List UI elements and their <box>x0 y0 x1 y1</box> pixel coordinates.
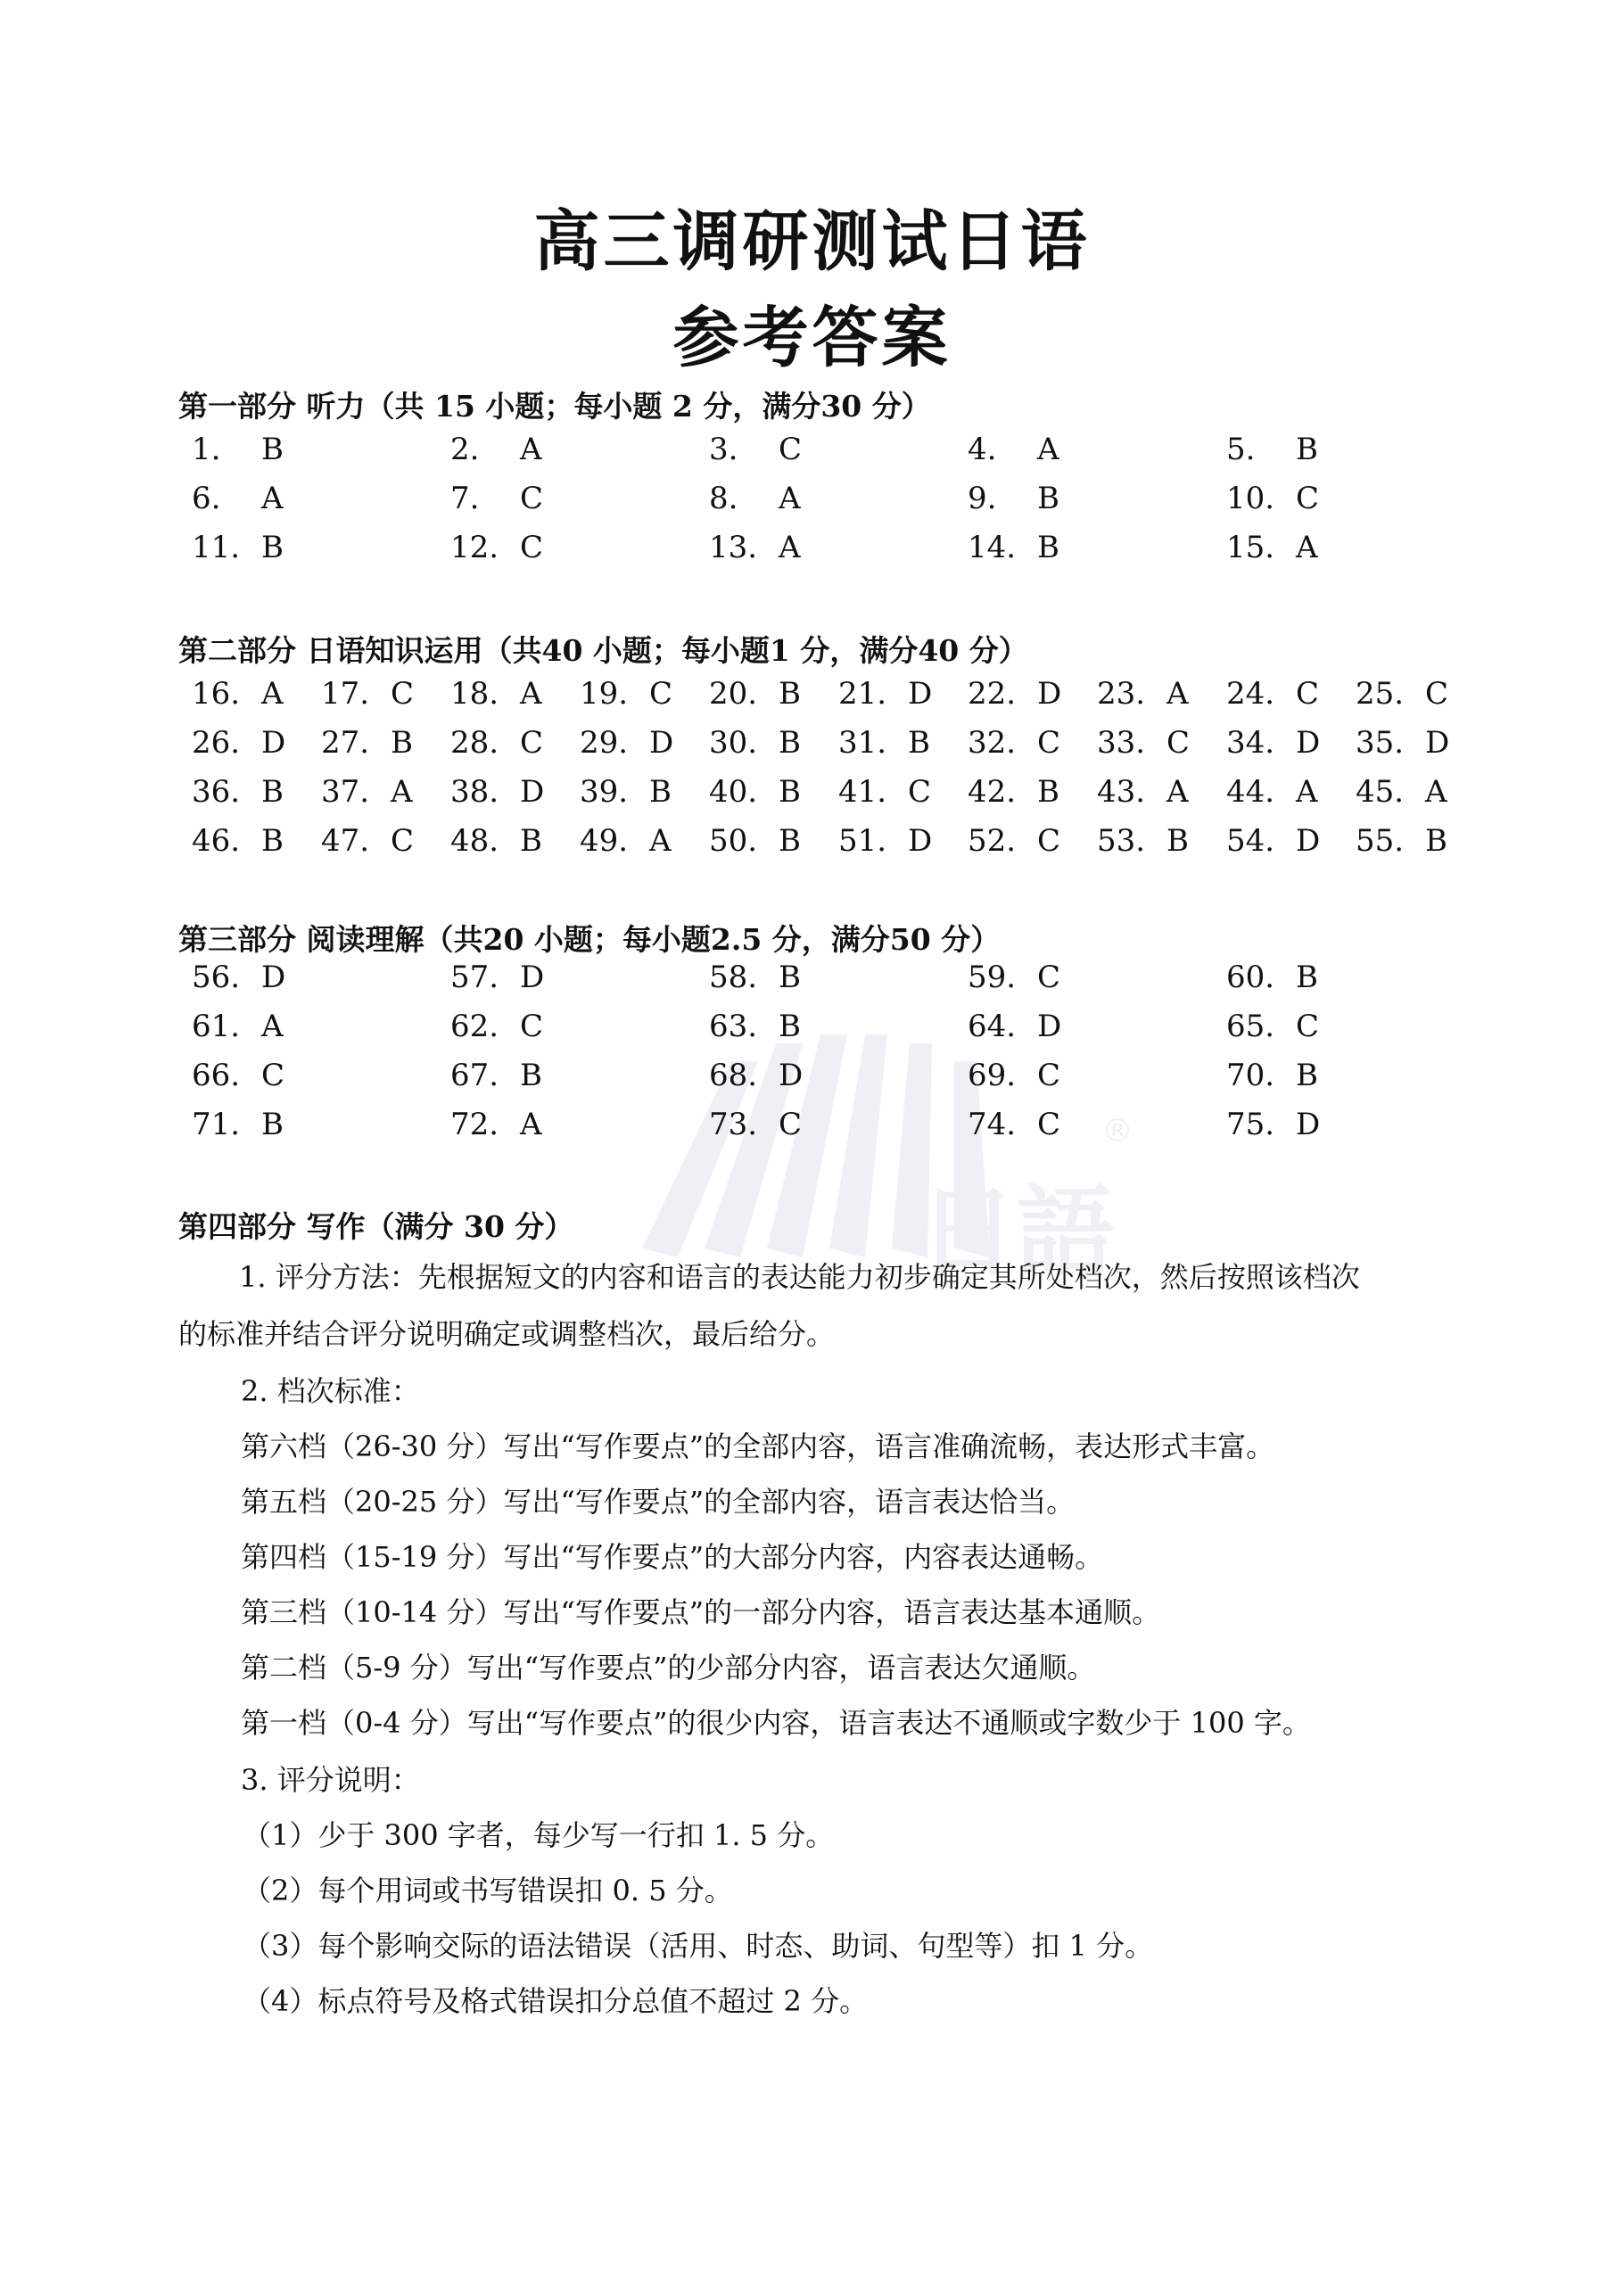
question-number: 36. <box>192 774 241 810</box>
answer-letter: D <box>908 676 933 712</box>
answer-item <box>450 774 544 810</box>
answer-item <box>709 676 801 712</box>
answer-item <box>450 432 542 467</box>
answer-item <box>968 1009 1061 1044</box>
answer-item <box>192 676 284 712</box>
scoring-method-line1: 1. 评分方法：先根据短文的内容和语言的表达能力初步确定其所处档次，然后按照该档次 <box>239 1260 1360 1294</box>
question-number: 7. <box>450 481 480 516</box>
question-number: 11. <box>192 530 241 565</box>
level-4: 第四档（15-19 分）写出“写作要点”的大部分内容，内容表达通畅。 <box>241 1540 1104 1574</box>
answer-letter: B <box>261 1107 284 1142</box>
answer-letter: B <box>1166 823 1189 859</box>
answer-letter: C <box>520 530 544 565</box>
answer-item <box>709 774 801 810</box>
question-number: 71. <box>192 1107 241 1142</box>
question-number: 14. <box>968 530 1017 565</box>
answer-letter: C <box>391 823 415 859</box>
answer-letter: D <box>779 1058 804 1093</box>
answer-letter: D <box>261 960 286 995</box>
answer-item <box>1356 725 1449 761</box>
answer-item <box>580 823 672 859</box>
answer-item <box>968 774 1059 810</box>
answer-letter: B <box>908 725 930 761</box>
answer-letter: A <box>779 530 801 565</box>
question-number: 51. <box>838 823 887 859</box>
answer-item <box>1226 1009 1319 1044</box>
question-number: 22. <box>968 676 1017 712</box>
question-number: 46. <box>192 823 241 859</box>
answer-letter: C <box>908 774 932 810</box>
question-number: 37. <box>321 774 370 810</box>
answer-letter: B <box>779 725 801 761</box>
answer-letter: D <box>1037 1009 1062 1044</box>
answer-letter: B <box>649 774 672 810</box>
answer-item <box>1226 481 1319 516</box>
answer-letter: B <box>1037 481 1059 516</box>
question-number: 33. <box>1097 725 1146 761</box>
answer-item <box>1226 725 1320 761</box>
question-number: 39. <box>580 774 629 810</box>
question-number: 6. <box>192 481 221 516</box>
level-1: 第一档（0-4 分）写出“写作要点”的很少内容，语言表达不通顺或字数少于 100 字。 <box>241 1706 1311 1740</box>
level-2: 第二档（5-9 分）写出“写作要点”的少部分内容，语言表达欠通顺。 <box>241 1651 1096 1685</box>
answer-item <box>1097 774 1189 810</box>
answer-letter: A <box>261 676 284 712</box>
question-number: 41. <box>838 774 887 810</box>
scoring-note-1: （1）少于 300 字者，每少写一行扣 1. 5 分。 <box>243 1818 835 1852</box>
answer-item <box>450 481 543 516</box>
answer-item <box>321 725 413 761</box>
answer-item <box>1226 774 1318 810</box>
answer-letter: A <box>1037 432 1059 467</box>
answer-letter: C <box>1296 676 1320 712</box>
part4-heading: 第四部分 写作（满分 30 分） <box>178 1209 574 1244</box>
answer-letter: C <box>520 481 544 516</box>
answer-item <box>580 774 672 810</box>
answer-letter: A <box>520 1107 542 1142</box>
answer-letter: B <box>779 676 801 712</box>
question-number: 58. <box>709 960 758 995</box>
answer-item <box>968 432 1059 467</box>
question-number: 48. <box>450 823 499 859</box>
scoring-note-2: （2）每个用词或书写错误扣 0. 5 分。 <box>243 1874 733 1907</box>
scoring-note-3: （3）每个影响交际的语法错误（活用、时态、助词、句型等）扣 1 分。 <box>243 1929 1154 1963</box>
question-number: 4. <box>968 432 997 467</box>
question-number: 40. <box>709 774 758 810</box>
scoring-notes-heading: 3. 评分说明： <box>241 1763 420 1797</box>
answer-item <box>450 1058 542 1093</box>
answer-item <box>192 530 284 565</box>
answer-item <box>450 530 543 565</box>
answer-letter: D <box>261 725 286 761</box>
answer-letter: B <box>779 774 801 810</box>
answer-letter: C <box>1037 960 1061 995</box>
question-number: 9. <box>968 481 997 516</box>
question-number: 34. <box>1226 725 1275 761</box>
question-number: 53. <box>1097 823 1146 859</box>
answer-letter: B <box>261 774 284 810</box>
answer-letter: D <box>1037 676 1062 712</box>
document-title: 高三调研测试日语 <box>533 203 1091 280</box>
answer-item <box>1097 823 1189 859</box>
part2-heading: 第二部分 日语知识运用（共40 小题；每小题1 分，满分40 分） <box>178 633 1028 668</box>
answer-item <box>968 1058 1060 1093</box>
answer-item <box>321 774 413 810</box>
answer-letter: A <box>1166 774 1189 810</box>
answer-item <box>709 1009 801 1044</box>
answer-letter: B <box>391 725 413 761</box>
answer-item <box>1226 676 1319 712</box>
answer-letter: C <box>1037 1058 1061 1093</box>
question-number: 30. <box>709 725 758 761</box>
answer-item <box>709 481 801 516</box>
question-number: 23. <box>1097 676 1146 712</box>
question-number: 67. <box>450 1058 499 1093</box>
answer-item <box>709 725 801 761</box>
answer-letter: B <box>1296 1058 1318 1093</box>
answer-item <box>838 725 930 761</box>
question-number: 3. <box>709 432 738 467</box>
answer-item <box>450 1107 542 1142</box>
answer-letter: C <box>1037 823 1061 859</box>
answer-item <box>192 1107 284 1142</box>
question-number: 43. <box>1097 774 1146 810</box>
part3-heading: 第三部分 阅读理解（共20 小题；每小题2.5 分，满分50 分） <box>178 922 1001 957</box>
answer-item <box>1226 1058 1318 1093</box>
scoring-note-4: （4）标点符号及格式错误扣分总值不超过 2 分。 <box>243 1984 869 2018</box>
answer-letter: A <box>1166 676 1189 712</box>
answer-item <box>192 960 285 995</box>
answer-item <box>709 1058 803 1093</box>
question-number: 57. <box>450 960 499 995</box>
question-number: 61. <box>192 1009 241 1044</box>
question-number: 32. <box>968 725 1017 761</box>
answer-item <box>709 823 801 859</box>
answer-letter: C <box>1425 676 1449 712</box>
question-number: 75. <box>1226 1107 1275 1142</box>
answer-item <box>1356 676 1448 712</box>
answer-letter: B <box>261 823 284 859</box>
answer-letter: C <box>1037 1107 1061 1142</box>
answer-letter: D <box>908 823 933 859</box>
question-number: 31. <box>838 725 887 761</box>
question-number: 20. <box>709 676 758 712</box>
answer-letter: C <box>1296 1009 1320 1044</box>
answer-item <box>192 725 285 761</box>
question-number: 25. <box>1356 676 1405 712</box>
answer-letter: A <box>261 1009 284 1044</box>
answer-letter: B <box>1037 774 1059 810</box>
answer-letter: B <box>779 823 801 859</box>
question-number: 10. <box>1226 481 1275 516</box>
answer-item <box>968 823 1060 859</box>
question-number: 54. <box>1226 823 1275 859</box>
answer-letter: B <box>261 432 284 467</box>
answer-letter: D <box>520 774 545 810</box>
answer-item <box>1356 823 1447 859</box>
answer-item <box>450 960 544 995</box>
question-number: 74. <box>968 1107 1017 1142</box>
answer-letter: A <box>520 432 542 467</box>
answer-letter: C <box>779 432 803 467</box>
answer-letter: C <box>1166 725 1191 761</box>
question-number: 44. <box>1226 774 1275 810</box>
question-number: 27. <box>321 725 370 761</box>
question-number: 15. <box>1226 530 1275 565</box>
question-number: 35. <box>1356 725 1405 761</box>
answer-item <box>580 676 672 712</box>
question-number: 62. <box>450 1009 499 1044</box>
question-number: 73. <box>709 1107 758 1142</box>
answer-item <box>192 481 284 516</box>
scoring-method-line2: 的标准并结合评分说明确定或调整档次，最后给分。 <box>178 1317 836 1351</box>
level-standard-heading: 2. 档次标准： <box>241 1374 420 1408</box>
answer-letter: C <box>1296 481 1320 516</box>
question-number: 5. <box>1226 432 1256 467</box>
registered-mark: ® <box>1101 1113 1134 1149</box>
level-5: 第五档（20-25 分）写出“写作要点”的全部内容，语言表达恰当。 <box>241 1485 1076 1519</box>
question-number: 47. <box>321 823 370 859</box>
level-6: 第六档（26-30 分）写出“写作要点”的全部内容，语言准确流畅，表达形式丰富。 <box>241 1429 1275 1463</box>
answer-item <box>968 481 1059 516</box>
answer-letter: C <box>649 676 673 712</box>
answer-letter: A <box>779 481 801 516</box>
answer-item <box>709 432 802 467</box>
answer-letter: A <box>1296 774 1318 810</box>
question-number: 8. <box>709 481 738 516</box>
answer-item <box>709 1107 802 1142</box>
answer-item <box>1226 432 1318 467</box>
answer-item <box>1356 774 1447 810</box>
question-number: 29. <box>580 725 629 761</box>
answer-letter: B <box>520 823 542 859</box>
answer-item <box>192 823 284 859</box>
answer-letter: C <box>779 1107 803 1142</box>
question-number: 38. <box>450 774 499 810</box>
answer-item <box>838 774 931 810</box>
question-number: 63. <box>709 1009 758 1044</box>
answer-letter: A <box>391 774 413 810</box>
answer-item <box>1097 725 1190 761</box>
question-number: 1. <box>192 432 221 467</box>
document-subtitle: 参考答案 <box>672 300 952 376</box>
answer-letter: D <box>649 725 674 761</box>
answer-item <box>1226 1107 1320 1142</box>
question-number: 59. <box>968 960 1017 995</box>
answer-letter: C <box>520 1009 544 1044</box>
question-number: 60. <box>1226 960 1275 995</box>
answer-item <box>968 676 1061 712</box>
answer-letter: A <box>649 823 672 859</box>
question-number: 17. <box>321 676 370 712</box>
answer-letter: B <box>779 960 801 995</box>
question-number: 21. <box>838 676 887 712</box>
question-number: 68. <box>709 1058 758 1093</box>
answer-item <box>580 725 673 761</box>
answer-item <box>321 823 414 859</box>
answer-letter: A <box>261 481 284 516</box>
answer-item <box>968 960 1060 995</box>
question-number: 72. <box>450 1107 499 1142</box>
answer-letter: C <box>261 1058 285 1093</box>
question-number: 56. <box>192 960 241 995</box>
part1-heading: 第一部分 听力（共 15 小题；每小题 2 分，满分30 分） <box>178 389 931 424</box>
answer-item <box>321 676 414 712</box>
answer-letter: D <box>1425 725 1450 761</box>
answer-item <box>1226 530 1318 565</box>
question-number: 45. <box>1356 774 1405 810</box>
answer-letter: A <box>1296 530 1318 565</box>
answer-item <box>1097 676 1189 712</box>
question-number: 13. <box>709 530 758 565</box>
question-number: 65. <box>1226 1009 1275 1044</box>
answer-letter: B <box>1296 960 1318 995</box>
answer-item <box>450 725 543 761</box>
answer-letter: A <box>1425 774 1447 810</box>
question-number: 69. <box>968 1058 1017 1093</box>
answer-item <box>1226 960 1318 995</box>
question-number: 26. <box>192 725 241 761</box>
question-number: 50. <box>709 823 758 859</box>
question-number: 70. <box>1226 1058 1275 1093</box>
answer-item <box>968 1107 1060 1142</box>
question-number: 12. <box>450 530 499 565</box>
question-number: 2. <box>450 432 480 467</box>
answer-item <box>192 1058 284 1093</box>
question-number: 18. <box>450 676 499 712</box>
question-number: 24. <box>1226 676 1275 712</box>
question-number: 19. <box>580 676 629 712</box>
question-number: 42. <box>968 774 1017 810</box>
question-number: 16. <box>192 676 241 712</box>
answer-letter: B <box>1425 823 1447 859</box>
answer-item <box>709 960 801 995</box>
answer-item <box>192 432 284 467</box>
question-number: 64. <box>968 1009 1017 1044</box>
answer-item <box>450 676 542 712</box>
answer-letter: C <box>1037 725 1061 761</box>
answer-letter: B <box>261 530 284 565</box>
answer-item <box>450 823 542 859</box>
answer-item <box>450 1009 543 1044</box>
answer-letter: B <box>520 1058 542 1093</box>
answer-letter: D <box>1296 1107 1321 1142</box>
answer-item <box>192 1009 284 1044</box>
answer-letter: D <box>520 960 545 995</box>
answer-letter: C <box>391 676 415 712</box>
answer-letter: B <box>779 1009 801 1044</box>
answer-letter: D <box>1296 823 1321 859</box>
question-number: 49. <box>580 823 629 859</box>
answer-item <box>192 774 284 810</box>
answer-letter: D <box>1296 725 1321 761</box>
question-number: 52. <box>968 823 1017 859</box>
watermark-text: 日語 <box>919 1175 1115 1289</box>
answer-item <box>838 676 932 712</box>
answer-letter: B <box>1296 432 1318 467</box>
answer-item <box>709 530 801 565</box>
answer-letter: C <box>520 725 544 761</box>
question-number: 28. <box>450 725 499 761</box>
level-3: 第三档（10-14 分）写出“写作要点”的一部分内容，语言表达基本通顺。 <box>241 1595 1161 1629</box>
answer-letter: B <box>1037 530 1059 565</box>
question-number: 55. <box>1356 823 1405 859</box>
answer-letter: A <box>520 676 542 712</box>
answer-item <box>968 530 1059 565</box>
question-number: 66. <box>192 1058 241 1093</box>
answer-item <box>838 823 932 859</box>
answer-item <box>1226 823 1320 859</box>
answer-item <box>968 725 1060 761</box>
